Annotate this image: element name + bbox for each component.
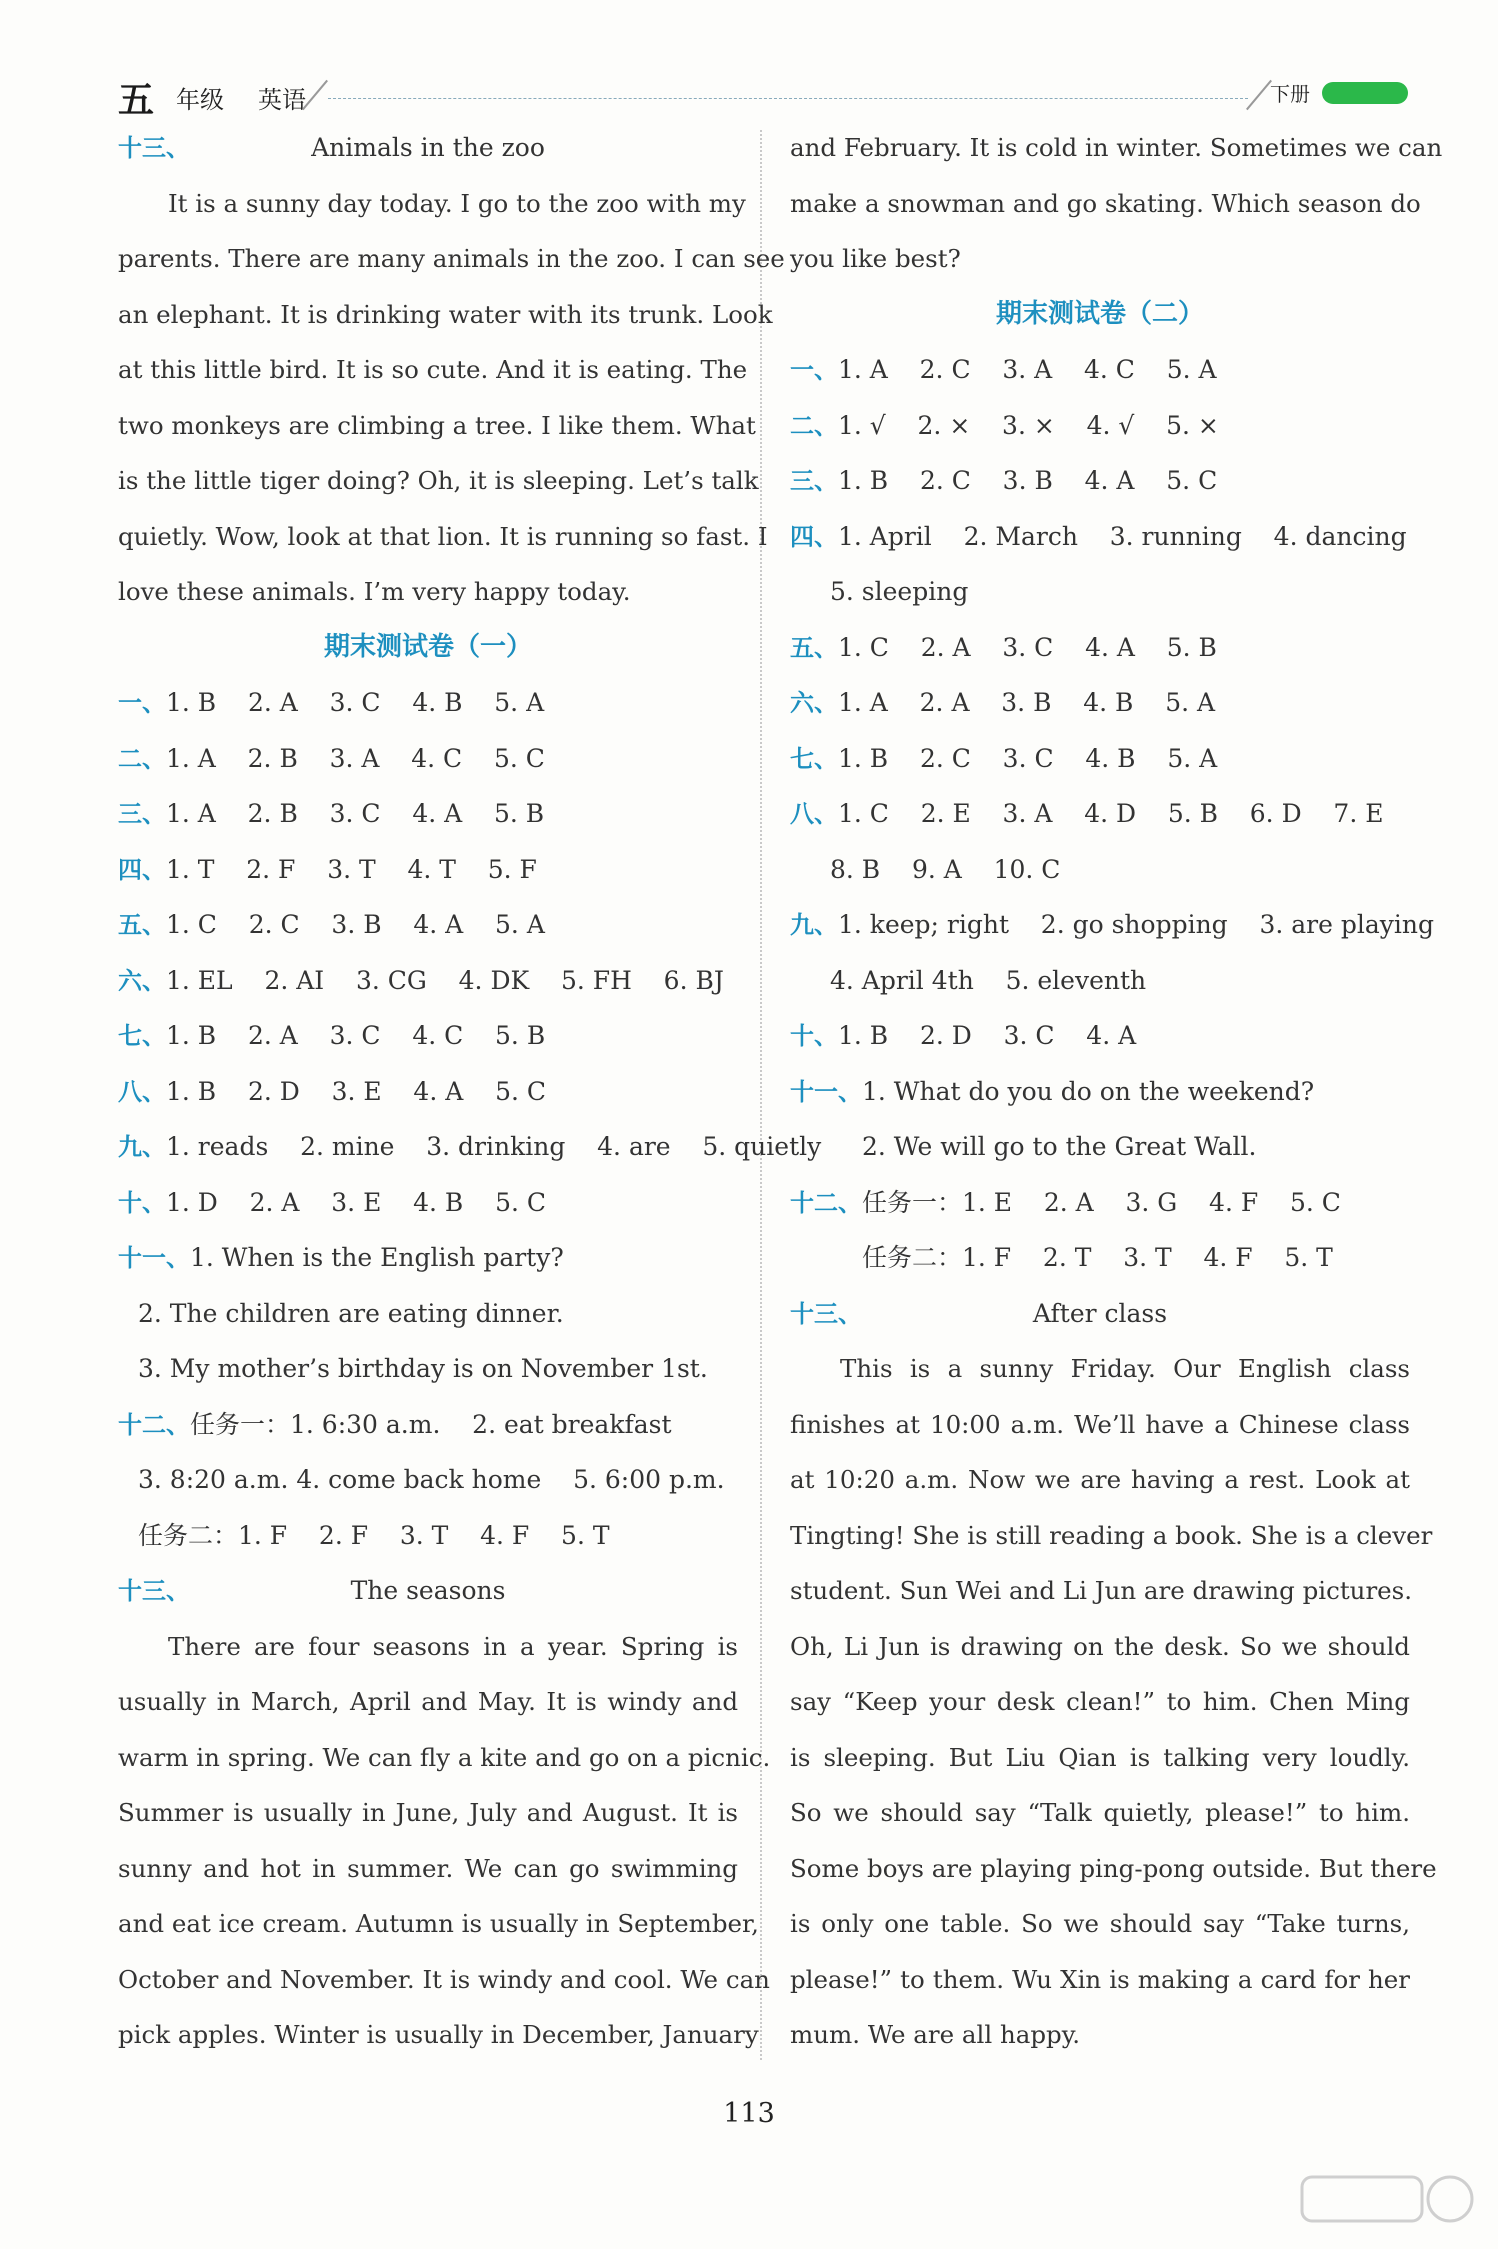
- essay-line: parents. There are many animals in the zoo. I can see: [118, 244, 785, 273]
- essay-line: sunny and hot in summer. We can go swimming: [118, 1853, 738, 1883]
- answer-row: [790, 564, 1410, 620]
- answer-number: 六、: [118, 966, 166, 995]
- answer-number: 二、: [118, 744, 166, 773]
- answer-text: 任务一：1. E 2. A 3. G 4. F 5. C: [862, 1187, 1341, 1217]
- answer-number: 一、: [790, 356, 838, 384]
- answer-row: [118, 953, 738, 1009]
- answer-number: 十、: [118, 1188, 166, 1217]
- answer-row: [790, 842, 1410, 898]
- answer-row: [118, 1452, 738, 1508]
- header-divider-right: [1246, 80, 1272, 110]
- answer-text: 1. B 2. A 3. C 4. B 5. A: [166, 688, 545, 717]
- answer-text: 1. April 2. March 3. running 4. dancing: [838, 521, 1407, 551]
- answer-row: [790, 953, 1410, 1009]
- answer-row: [790, 342, 1410, 398]
- answer-text: 2. The children are eating dinner.: [138, 1298, 564, 1328]
- essay-line: warm in spring. We can fly a kite and go on a picnic.: [118, 1742, 771, 1772]
- page-header: [118, 68, 1408, 120]
- essay-line: Some boys are playing ping-pong outside. But there: [790, 1853, 1437, 1883]
- answer-row: [790, 1175, 1410, 1231]
- answer-number: 四、: [118, 855, 166, 884]
- answer-text: 8. B 9. A 10. C: [830, 854, 1061, 884]
- essay-line: make a snowman and go skating. Which season do: [790, 188, 1421, 218]
- answer-number: 三、: [118, 800, 166, 828]
- answer-row: [118, 1508, 738, 1564]
- essay-line: pick apples. Winter is usually in December, January: [118, 2020, 759, 2049]
- answer-text: 2. We will go to the Great Wall.: [862, 1132, 1257, 1161]
- answer-text: 1. What do you do on the weekend?: [862, 1076, 1315, 1106]
- essay-line: an elephant. It is drinking water with its trunk. Look: [118, 299, 773, 329]
- test-2-title: 期末测试卷（二）: [995, 298, 1204, 329]
- answer-text: 1. √ 2. × 3. × 4. √ 5. ×: [838, 410, 1219, 440]
- answer-text: 3. My mother’s birthday is on November 1st.: [138, 1354, 708, 1383]
- essay-line: This is a sunny Friday. Our English class: [840, 1354, 1410, 1383]
- answer-number: 二、: [790, 411, 838, 440]
- essay-line: love these animals. I’m very happy today.: [118, 577, 631, 606]
- essay-line: mum. We are all happy.: [790, 2020, 1081, 2049]
- answer-number: 八、: [790, 800, 838, 828]
- answer-row: [118, 1064, 738, 1120]
- essay-line: usually in March, April and May. It is windy and: [118, 1687, 738, 1716]
- answer-row: [790, 786, 1410, 842]
- answer-row: [790, 897, 1434, 953]
- essay-line: you like best?: [790, 244, 961, 273]
- essay-line: So we should say “Talk quietly, please!” to him.: [790, 1798, 1410, 1827]
- answer-text: 1. reads 2. mine 3. drinking 4. are 5. quietly: [166, 1132, 822, 1161]
- answer-text: 1. A 2. B 3. C 4. A 5. B: [166, 799, 545, 828]
- essay-title: Animals in the zoo: [311, 133, 545, 162]
- answer-row: [790, 731, 1410, 787]
- essay-line: Oh, Li Jun is drawing on the desk. So we should: [790, 1631, 1410, 1661]
- answer-row: [118, 1008, 738, 1064]
- essay-line: is sleeping. But Liu Qian is talking very loudly.: [790, 1742, 1410, 1772]
- essay-line: is only one table. So we should say “Take turns,: [790, 1909, 1410, 1938]
- answer-text: 1. B 2. A 3. C 4. C 5. B: [166, 1021, 546, 1050]
- grade-label: 年级: [176, 86, 224, 114]
- answer-row: [790, 1064, 1410, 1120]
- answer-row: [790, 1230, 1410, 1286]
- essay-line: and eat ice cream. Autumn is usually in September,: [118, 1909, 759, 1938]
- answer-number: 八、: [118, 1077, 166, 1106]
- essay-line: It is a sunny day today. I go to the zoo with my: [168, 188, 746, 218]
- answer-text: 1. C 2. C 3. B 4. A 5. A: [166, 910, 545, 939]
- essay-line: is the little tiger doing? Oh, it is sleeping. Let’s talk: [118, 466, 759, 495]
- answer-text: 1. C 2. A 3. C 4. A 5. B: [838, 632, 1217, 662]
- essay-line: say “Keep your desk clean!” to him. Chen Ming: [790, 1687, 1410, 1716]
- essay-line: finishes at 10:00 a.m. We’ll have a Chinese class: [790, 1409, 1410, 1439]
- series-logo-icon: [1322, 82, 1408, 104]
- essay-line: two monkeys are climbing a tree. I like them. What: [118, 410, 756, 440]
- answer-text: 1. D 2. A 3. E 4. B 5. C: [166, 1187, 546, 1217]
- answer-text: 任务二：1. F 2. F 3. T 4. F 5. T: [138, 1520, 610, 1550]
- essay-line: student. Sun Wei and Li Jun are drawing pictures.: [790, 1576, 1413, 1605]
- answer-row: [118, 1119, 822, 1175]
- answer-number: 十一、: [790, 1077, 862, 1106]
- answer-text: 1. A 2. C 3. A 4. C 5. A: [838, 355, 1217, 384]
- answer-row: [790, 675, 1410, 731]
- essay-line: Summer is usually in June, July and August. It is: [118, 1798, 738, 1827]
- section-13-heading: [118, 1563, 738, 1619]
- answer-row: [118, 842, 738, 898]
- answer-number: 五、: [118, 911, 166, 939]
- answer-row: [118, 731, 738, 787]
- answer-text: 1. A 2. B 3. A 4. C 5. C: [166, 743, 545, 773]
- test-1-title: 期末测试卷（一）: [323, 631, 532, 662]
- answer-row: [118, 1286, 738, 1342]
- answer-row: [118, 1230, 738, 1286]
- essay-animals: [118, 176, 785, 620]
- page-number: 113: [723, 2098, 775, 2129]
- volume-label: 下册: [1270, 82, 1310, 106]
- answer-text: 1. EL 2. AI 3. CG 4. DK 5. FH 6. BJ: [166, 965, 724, 995]
- answer-number: 六、: [790, 689, 838, 717]
- answer-text: 1. T 2. F 3. T 4. T 5. F: [166, 854, 537, 884]
- answer-number: 十、: [790, 1022, 838, 1050]
- essay-seasons: [118, 1619, 771, 2063]
- answer-row: [118, 1175, 738, 1231]
- answer-row: [790, 398, 1410, 454]
- essay-title: The seasons: [350, 1576, 506, 1605]
- essay-seasons-continued: [790, 120, 1443, 287]
- answer-text: 1. B 2. D 3. C 4. A: [838, 1021, 1137, 1050]
- answer-row: [118, 786, 738, 842]
- answer-row: [790, 1119, 1410, 1175]
- essay-line: There are four seasons in a year. Spring is: [168, 1631, 738, 1661]
- essay-line: Tingting! She is still reading a book. She is a clever: [790, 1520, 1433, 1550]
- essay-line: please!” to them. Wu Xin is making a card for her: [790, 1964, 1410, 1994]
- right-column: [790, 120, 1443, 2063]
- grade-number: 五: [118, 79, 155, 121]
- answer-text: 1. B 2. C 3. C 4. B 5. A: [838, 743, 1218, 773]
- answer-text: 任务一：1. 6:30 a.m. 2. eat breakfast: [190, 1409, 672, 1439]
- answer-number: 一、: [118, 689, 166, 717]
- answer-row: [118, 897, 738, 953]
- section-13-heading: [790, 1286, 1410, 1342]
- answer-text: 1. When is the English party?: [190, 1243, 564, 1272]
- answer-text: 1. A 2. A 3. B 4. B 5. A: [838, 688, 1216, 717]
- answer-text: 1. C 2. E 3. A 4. D 5. B 6. D 7. E: [838, 799, 1384, 828]
- answer-number: 九、: [118, 1133, 166, 1161]
- answer-row: [790, 1008, 1410, 1064]
- answer-number: 三、: [790, 467, 838, 495]
- header-dashed-line: [328, 98, 1248, 99]
- answer-text: 1. B 2. C 3. B 4. A 5. C: [838, 466, 1218, 495]
- section-13-heading: [118, 120, 738, 176]
- answer-text: 1. B 2. D 3. E 4. A 5. C: [166, 1076, 546, 1106]
- section-number: 十三、: [118, 1577, 190, 1605]
- answer-number: 四、: [790, 522, 838, 551]
- essay-line: and February. It is cold in winter. Sometimes we can: [790, 133, 1443, 162]
- answer-text: 任务二：1. F 2. T 3. T 4. F 5. T: [862, 1243, 1333, 1272]
- essay-line: quietly. Wow, look at that lion. It is running so fast. I: [118, 521, 768, 551]
- answer-row: [790, 509, 1410, 565]
- watermark-logo-icon: [1300, 2173, 1480, 2239]
- essay-line: October and November. It is windy and cool. We can: [118, 1964, 770, 1994]
- section-number: 十三、: [790, 1299, 862, 1328]
- answer-number: 十一、: [118, 1244, 190, 1272]
- essay-after-class: [790, 1341, 1437, 2063]
- essay-title: After class: [1032, 1298, 1168, 1328]
- answer-row: [118, 1397, 738, 1453]
- answer-text: 5. sleeping: [830, 577, 969, 606]
- answer-number: 五、: [790, 633, 838, 662]
- answer-row: [790, 453, 1410, 509]
- answer-number: 九、: [790, 911, 838, 939]
- answer-text: 4. April 4th 5. eleventh: [830, 965, 1147, 995]
- answer-text: 1. keep; right 2. go shopping 3. are playing: [838, 910, 1434, 939]
- section-number: 十三、: [118, 134, 190, 162]
- answer-number: 七、: [118, 1022, 166, 1050]
- answer-row: [790, 620, 1410, 676]
- subject-label: 英语: [258, 86, 306, 114]
- answer-text: 3. 8:20 a.m. 4. come back home 5. 6:00 p.m.: [138, 1465, 725, 1494]
- answer-number: 十二、: [790, 1188, 862, 1217]
- answer-row: [118, 1341, 738, 1397]
- answer-number: 七、: [790, 744, 838, 773]
- essay-line: at this little bird. It is so cute. And it is eating. The: [118, 355, 748, 384]
- answer-number: 十二、: [118, 1410, 190, 1439]
- answer-row: [118, 675, 738, 731]
- essay-line: at 10:20 a.m. Now we are having a rest. Look at: [790, 1465, 1410, 1494]
- left-column: [118, 120, 822, 2063]
